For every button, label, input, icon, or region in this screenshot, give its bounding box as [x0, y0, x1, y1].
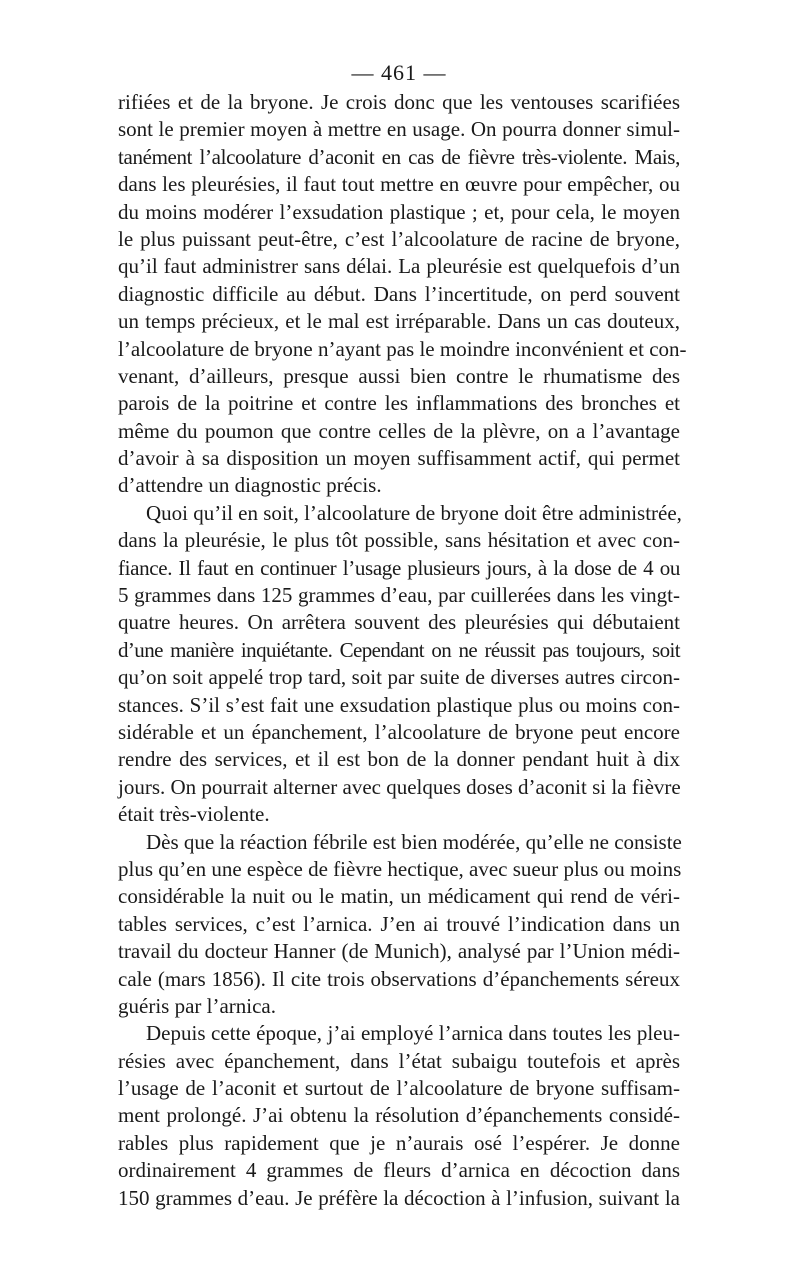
text-line: jours. On pourrait alterner avec quelques doses d’aconit si la fièvre	[118, 774, 681, 799]
text-line: d’attendre un diagnostic précis.	[118, 473, 382, 498]
text-line: sidérable et un épanchement, l’alcoolature de bryone peut encore	[118, 719, 680, 744]
text-line: fiance. Il faut en continuer l’usage plusieurs jours, à la dose de 4 ou	[118, 555, 680, 580]
text-line: travail du docteur Hanner (de Munich), analysé par l’Union médi-	[118, 939, 680, 964]
text-line: Dès que la réaction fébrile est bien modérée, qu’elle ne consiste	[146, 829, 682, 854]
text-line: considérable la nuit ou le matin, un médicament qui rend de véri-	[118, 884, 680, 909]
text-line: du moins modérer l’exsudation plastique ; et, pour cela, le moyen	[118, 199, 680, 224]
text-line: ment prolongé. J’ai obtenu la résolution d’épanchements considé-	[118, 1103, 680, 1128]
text-line: d’avoir à sa disposition un moyen suffisamment actif, qui permet	[118, 446, 680, 471]
text-line: rables plus rapidement que je n’aurais osé l’espérer. Je donne	[118, 1130, 680, 1155]
body-text	[118, 89, 687, 1212]
text-line: rifiées et de la bryone. Je crois donc que les ventouses scarifiées	[118, 90, 680, 114]
text-line: l’usage de l’aconit et surtout de l’alcoolature de bryone suffisam-	[118, 1076, 680, 1101]
text-line: rendre des services, et il est bon de la donner pendant huit à dix	[118, 747, 680, 772]
text-line: Quoi qu’il en soit, l’alcoolature de bryone doit être administrée,	[146, 500, 682, 525]
text-line: d’une manière inquiétante. Cependant on ne réussit pas toujours, soit	[118, 637, 680, 662]
text-line: l’alcoolature de bryone n’ayant pas le moindre inconvénient et con-	[118, 336, 687, 361]
text-line: dans les pleurésies, il faut tout mettre en œuvre pour empêcher, ou	[118, 172, 680, 197]
text-line: résies avec épanchement, dans l’état subaigu toutefois et après	[118, 1048, 680, 1073]
text-line: stances. S’il s’est fait une exsudation plastique plus ou moins con-	[118, 692, 680, 717]
page-number: — 461 —	[351, 60, 447, 85]
text-line: 150 grammes d’eau. Je préfère la décoction à l’infusion, suivant la	[118, 1185, 680, 1210]
book-page	[118, 58, 687, 1212]
text-line: guéris par l’arnica.	[118, 993, 277, 1018]
text-line: diagnostic difficile au début. Dans l’incertitude, on perd souvent	[118, 281, 680, 306]
text-line: dans la pleurésie, le plus tôt possible, sans hésitation et avec con-	[118, 528, 680, 553]
text-line: même du poumon que contre celles de la plèvre, on a l’avantage	[118, 418, 680, 443]
text-line: tables services, c’est l’arnica. J’en ai trouvé l’indication dans un	[118, 911, 680, 936]
text-line: plus qu’en une espèce de fièvre hectique, avec sueur plus ou moins	[118, 856, 682, 881]
text-line: qu’on soit appelé trop tard, soit par suite de diverses autres circon-	[118, 665, 680, 690]
text-line: venant, d’ailleurs, presque aussi bien contre le rhumatisme des	[118, 363, 680, 388]
text-line: était très-violente.	[118, 802, 270, 827]
text-line: le plus puissant peut-être, c’est l’alcoolature de racine de bryone,	[118, 226, 680, 251]
text-line: Depuis cette époque, j’ai employé l’arnica dans toutes les pleu-	[146, 1021, 680, 1046]
text-line: tanément l’alcoolature d’aconit en cas de fièvre très-violente. Mais,	[118, 144, 680, 169]
text-line: 5 grammes dans 125 grammes d’eau, par cuillerées dans les vingt-	[118, 583, 680, 608]
text-line: un temps précieux, et le mal est irréparable. Dans un cas douteux,	[118, 309, 680, 334]
text-line: ordinairement 4 grammes de fleurs d’arnica en décoction dans	[118, 1158, 680, 1183]
text-line: sont le premier moyen à mettre en usage. On pourra donner simul-	[118, 117, 680, 142]
text-line: cale (mars 1856). Il cite trois observations d’épanchements séreux	[118, 966, 680, 991]
text-line: quatre heures. On arrêtera souvent des pleurésies qui débutaient	[118, 610, 680, 635]
text-line: qu’il faut administrer sans délai. La pleurésie est quelquefois d’un	[118, 254, 680, 279]
text-line: parois de la poitrine et contre les inflammations des bronches et	[118, 391, 680, 416]
